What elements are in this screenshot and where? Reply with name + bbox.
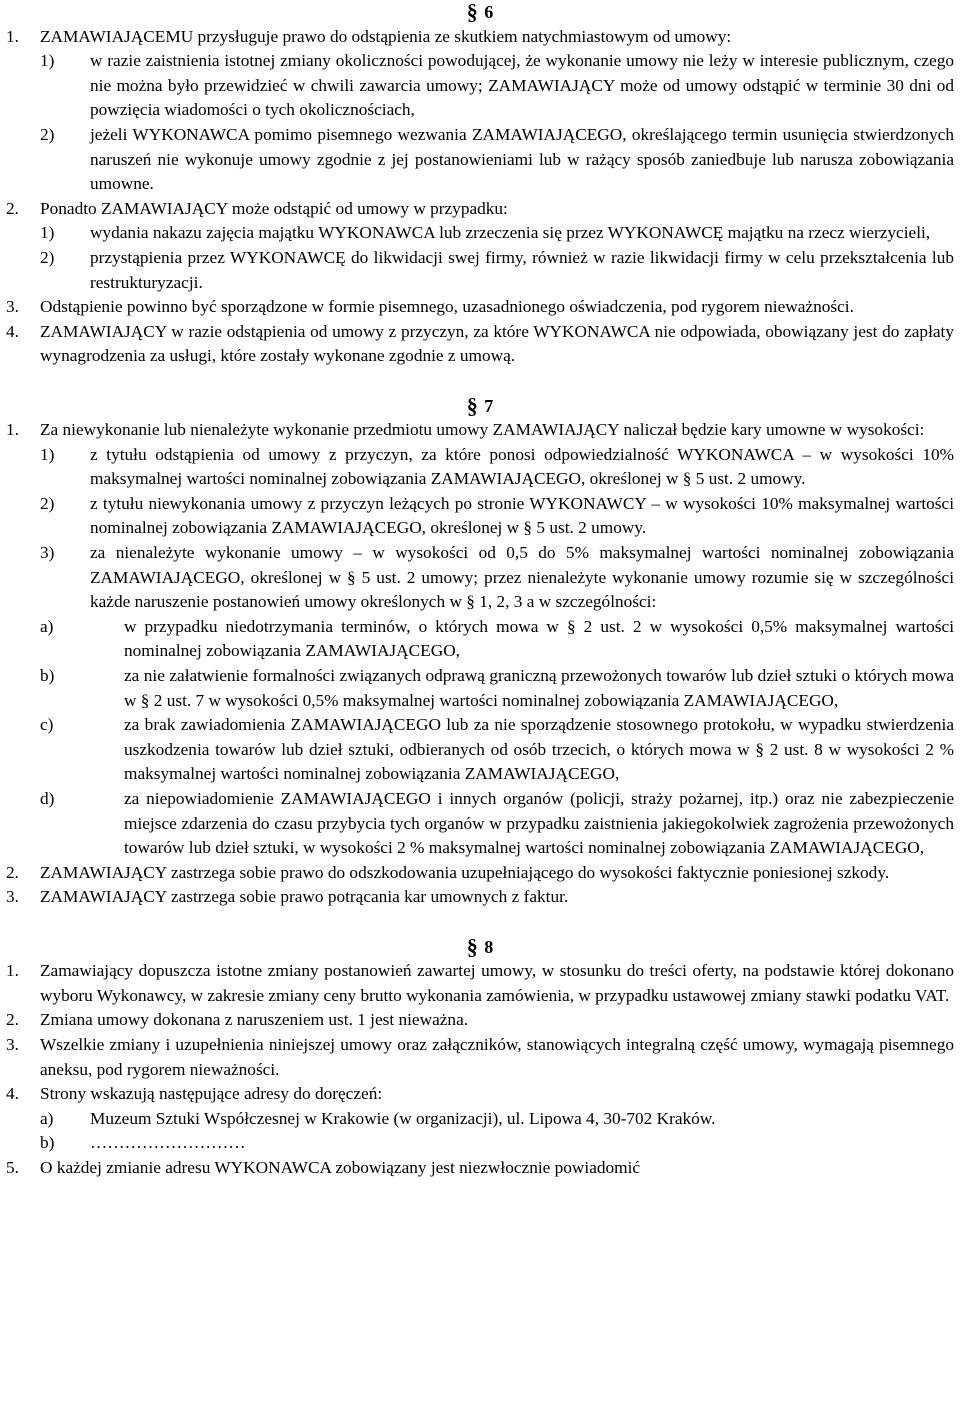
list-item-letter: a) (40, 1108, 54, 1128)
list-item-text: przystąpienia przez WYKONAWCĘ do likwidacji swej firmy, również w razie likwidacji firmy w celu przekształcenia lub restrukturyzacji. (90, 247, 954, 292)
list-item-letter: b) (40, 1133, 55, 1153)
list-item-6-2-1 (40, 221, 954, 246)
list-item-number: 3) (40, 543, 55, 563)
list-item-text: z tytułu niewykonania umowy z przyczyn leżących po stronie WYKONAWCY – w wysokości 10% maksymalnej wartości nominalnej zobowiązania ZAMAWIAJĄCEGO, określonej w § 5 ust. 2 umowy. (90, 493, 954, 538)
paragraph-text: Za niewykonanie lub nienależyte wykonanie przedmiotu umowy ZAMAWIAJĄCY naliczał będzie kary umowne w wysokości: (40, 420, 925, 440)
sub-item-text: za nie załatwienie formalności związanych odprawą graniczną przewożonych towarów lub dzieł sztuki o których mowa w § 2 ust. 7 w wysokości 0,5% maksymalnej wartości nominalnej zobowiązania ZAMAWIAJĄCEGO, (124, 666, 954, 710)
paragraph-8-1 (6, 959, 954, 1008)
section-heading-8 (6, 935, 954, 960)
section-heading-6 (6, 0, 954, 25)
list-item-7-1-1 (40, 443, 954, 492)
sub-item-7-1-3-c (6, 713, 954, 787)
paragraph-text: ZAMAWIAJĄCEMU przysługuje prawo do odstąpienia ze skutkiem natychmiastowym od umowy: (40, 26, 732, 46)
paragraph-8-2 (6, 1008, 954, 1033)
list-item-6-2-2 (40, 246, 954, 295)
paragraph-7-3 (6, 885, 954, 910)
paragraph-text: O każdej zmianie adresu WYKONAWCA zobowiązany jest niezwłocznie powiadomić (40, 1157, 641, 1177)
sub-item-letter: c) (40, 715, 54, 735)
document-page (6, 0, 954, 1424)
sub-item-text: za brak zawiadomienia ZAMAWIAJĄCEGO lub za nie sporządzenie stosownego protokołu, w wypadku stwierdzenia uszkodzenia towarów lub dzieł sztuki, odbieranych od osób trzecich, o których mowa w § 2 ust. 8 w wysokości 2 % maksymalnej wartości nominalnej zobowiązania ZAMAWIAJĄCEGO, (124, 715, 954, 784)
list-item-text: jeżeli WYKONAWCA pomimo pisemnego wezwania ZAMAWIAJĄCEGO, określającego termin usunięcia stwierdzonych naruszeń nie wykonuje umowy zgodnie z jej postanowieniami lub w rażący sposób zaniedbuje lub narusza zobowiązania umowne. (90, 124, 954, 194)
paragraph-text: ZAMAWIAJĄCY zastrzega sobie prawo do odszkodowania uzupełniającego do wysokości faktycznie poniesionej szkody. (40, 862, 890, 882)
list-item-number: 1) (40, 51, 55, 71)
paragraph-number: 2. (6, 1010, 19, 1030)
paragraph-number: 1. (6, 420, 19, 440)
paragraph-text: Zamawiający dopuszcza istotne zmiany postanowień zawartej umowy, w stosunku do treści oferty, na podstawie której dokonano wyboru Wykonawcy, w zakresie zmiany ceny brutto wykonania zamówienia, w przypadku ustawowej zmiany stawki podatku VAT. (40, 961, 954, 1005)
paragraph-number: 1. (6, 961, 19, 981)
list-item-7-1-2 (40, 492, 954, 541)
paragraph-8-4 (6, 1082, 954, 1107)
list-item-text: Muzeum Sztuki Współczesnej w Krakowie (w organizacji), ul. Lipowa 4, 30-702 Kraków. (90, 1108, 716, 1128)
list-item-number: 1) (40, 223, 55, 243)
paragraph-number: 3. (6, 1034, 19, 1054)
list-item-number: 2) (40, 493, 55, 513)
paragraph-6-1 (6, 25, 954, 50)
paragraph-number: 3. (6, 297, 19, 317)
paragraph-text: Ponadto ZAMAWIAJĄCY może odstąpić od umowy w przypadku: (40, 198, 508, 218)
list-item-number: 2) (40, 247, 55, 267)
paragraph-7-2 (6, 861, 954, 886)
section-sign: § (466, 392, 478, 418)
list-item-6-1-1 (40, 49, 954, 123)
section-number: 8 (484, 936, 494, 957)
paragraph-8-3 (6, 1033, 954, 1082)
list-item-8-4-b (40, 1131, 954, 1156)
paragraph-7-1 (6, 418, 954, 443)
paragraph-text: Zmiana umowy dokonana z naruszeniem ust. 1 jest nieważna. (40, 1010, 469, 1030)
section-spacer (6, 910, 954, 935)
section-number: 7 (484, 395, 494, 416)
section-sign: § (466, 0, 478, 24)
paragraph-6-4 (6, 320, 954, 369)
paragraph-text: Wszelkie zmiany i uzupełnienia niniejszej umowy oraz załączników, stanowiących integralną część umowy, wymagają pisemnego aneksu, pod rygorem nieważności. (40, 1034, 954, 1079)
list-item-text: wydania nakazu zajęcia majątku WYKONAWCA lub zrzeczenia się przez WYKONAWCĘ majątku na rzecz wierzycieli, (90, 223, 931, 243)
sub-item-text: za niepowiadomienie ZAMAWIAJĄCEGO i innych organów (policji, straży pożarnej, itp.) oraz nie zabezpieczenie miejsce zdarzenia do czasu przybycia tych organów w przypadku zaistnienia jakiegokolwiek zagrożenia przewożonych towarów lub dzieł sztuki, w wysokości 2 % maksymalnej wartości nominalnej zobowiązania ZAMAWIAJĄCEGO, (124, 789, 954, 858)
paragraph-number: 5. (6, 1157, 19, 1177)
section-heading-7 (6, 394, 954, 419)
paragraph-number: 4. (6, 1084, 19, 1104)
list-item-text: z tytułu odstąpienia od umowy z przyczyn, za które ponosi odpowiedzialność WYKONAWCA – w wysokości 10% maksymalnej wartości nominalnej zobowiązania ZAMAWIAJĄCEGO, określonej w § 5 ust. 2 umowy. (90, 444, 954, 489)
list-item-text: ……………………… (90, 1133, 246, 1153)
list-item-6-1-2 (40, 123, 954, 197)
paragraph-number: 1. (6, 26, 19, 46)
list-item-number: 1) (40, 444, 55, 464)
paragraph-8-5 (6, 1156, 954, 1181)
paragraph-6-2 (6, 197, 954, 222)
list-item-text: za nienależyte wykonanie umowy – w wysokości od 0,5 do 5% maksymalnej wartości nominalnej zobowiązania ZAMAWIAJĄCEGO, określonej w § 5 ust. 2 umowy; przez nienależyte wykonanie umowy rozumie się w szczególności każde naruszenie postanowień umowy określonych w § 1, 2, 3 a w szczególności: (90, 543, 954, 612)
section-number: 6 (484, 2, 494, 22)
section-spacer (6, 369, 954, 394)
list-item-8-4-a (40, 1107, 954, 1132)
list-item-text: w razie zaistnienia istotnej zmiany okoliczności powodującej, że wykonanie umowy nie leży w interesie publicznym, czego nie można było przewidzieć w chwili zawarcia umowy; ZAMAWIAJĄCY może od umowy odstąpić w terminie 30 dni od powzięcia wiadomości o tych okolicznościach, (90, 51, 954, 120)
sub-item-text: w przypadku niedotrzymania terminów, o których mowa w § 2 ust. 2 w wysokości 0,5% maksymalnej wartości nominalnej zobowiązania ZAMAWIAJĄCEGO, (124, 616, 954, 661)
paragraph-number: 2. (6, 198, 19, 218)
paragraph-text: Odstąpienie powinno być sporządzone w formie pisemnego, uzasadnionego oświadczenia, pod rygorem nieważności. (40, 297, 854, 317)
paragraph-text: ZAMAWIAJĄCY w razie odstąpienia od umowy z przyczyn, za które WYKONAWCA nie odpowiada, obowiązany jest do zapłaty wynagrodzenia za usługi, które zostały wykonane zgodnie z umową. (40, 321, 954, 366)
section-sign: § (466, 933, 478, 959)
paragraph-number: 3. (6, 887, 19, 907)
paragraph-6-3 (6, 295, 954, 320)
paragraph-text: ZAMAWIAJĄCY zastrzega sobie prawo potrącania kar umownych z faktur. (40, 887, 569, 907)
paragraph-text: Strony wskazują następujące adresy do doręczeń: (40, 1084, 383, 1104)
sub-item-7-1-3-b (6, 664, 954, 713)
sub-item-letter: d) (40, 789, 55, 808)
sub-item-7-1-3-d (6, 787, 954, 861)
paragraph-number: 4. (6, 321, 19, 341)
sub-item-letter: a) (40, 616, 54, 636)
sub-item-letter: b) (40, 666, 55, 686)
list-item-7-1-3 (40, 541, 954, 615)
list-item-number: 2) (40, 124, 55, 144)
paragraph-number: 2. (6, 862, 19, 882)
sub-item-7-1-3-a (6, 615, 954, 664)
